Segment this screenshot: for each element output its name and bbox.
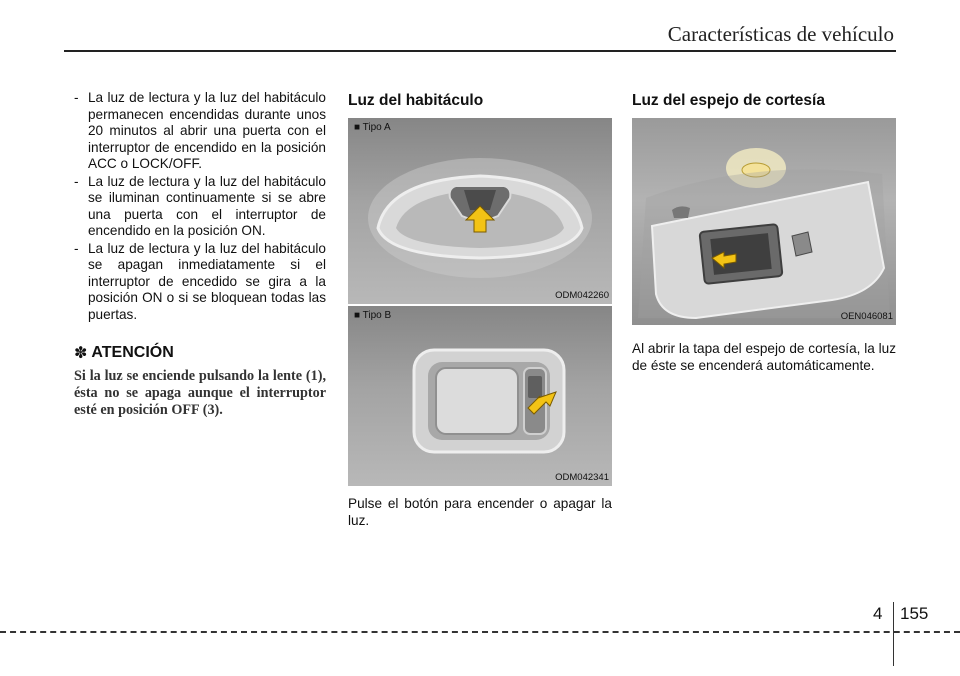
column-left — [74, 90, 326, 419]
bullet-item: - La luz de lectura y la luz del habitáculo permanecen encendidas durante unos 20 minutos al abrir una puerta con el interruptor de encendido en la posición ACC o LOCK/OFF. — [74, 90, 326, 171]
figure-code: ODM042260 — [555, 290, 609, 301]
cabin-light-text: Pulse el botón para encender o apagar la luz. — [348, 496, 612, 528]
notice-heading — [74, 343, 326, 363]
header-rule — [64, 50, 896, 52]
section-title-cabin-light: Luz del habitáculo — [348, 92, 484, 109]
notice-title: ATENCIÓN — [91, 344, 174, 361]
notice-text: Si la luz se enciende pulsando la lente (1), ésta no se apaga aunque el interruptor esté en posición OFF (3). — [74, 368, 326, 418]
figure-tag: ■ Tipo B — [354, 310, 392, 321]
column-right — [632, 92, 896, 374]
chapter-number: 4 — [873, 604, 883, 623]
sun-visor-illustration — [632, 118, 896, 325]
bullet-item: - La luz de lectura y la luz del habitáculo se iluminan continuamente si se abre una puerta con el interruptor de encendido en la posición ON. — [74, 173, 326, 238]
figure-type-b — [348, 306, 612, 486]
figure-code: OEN046081 — [840, 311, 893, 322]
figure-tag: ■ Tipo A — [354, 122, 391, 133]
figure-type-a — [348, 118, 612, 304]
vanity-mirror-text: Al abrir la tapa del espejo de cortesía, la luz de éste se encenderá automáticamente. — [632, 341, 896, 373]
figure-code: ODM042341 — [555, 472, 609, 483]
section-title-vanity-mirror: Luz del espejo de cortesía — [632, 92, 825, 109]
figure-vanity-mirror — [632, 118, 896, 325]
interior-light-illustration — [348, 306, 612, 486]
bullet-list — [74, 90, 326, 323]
bullet-item: - La luz de lectura y la luz del habitáculo se apagan inmediatamente si el interruptor de encedido se gira a la posición ON o si se bloquean todas las puertas. — [74, 240, 326, 322]
page-number: 155 — [900, 604, 929, 623]
notice-icon: ✽ — [74, 345, 88, 362]
page-header-title: Características de vehículo — [667, 22, 894, 46]
dome-light-illustration — [348, 118, 612, 304]
footer-rule — [0, 631, 960, 633]
column-middle — [348, 92, 612, 529]
page-number-divider — [893, 602, 894, 666]
